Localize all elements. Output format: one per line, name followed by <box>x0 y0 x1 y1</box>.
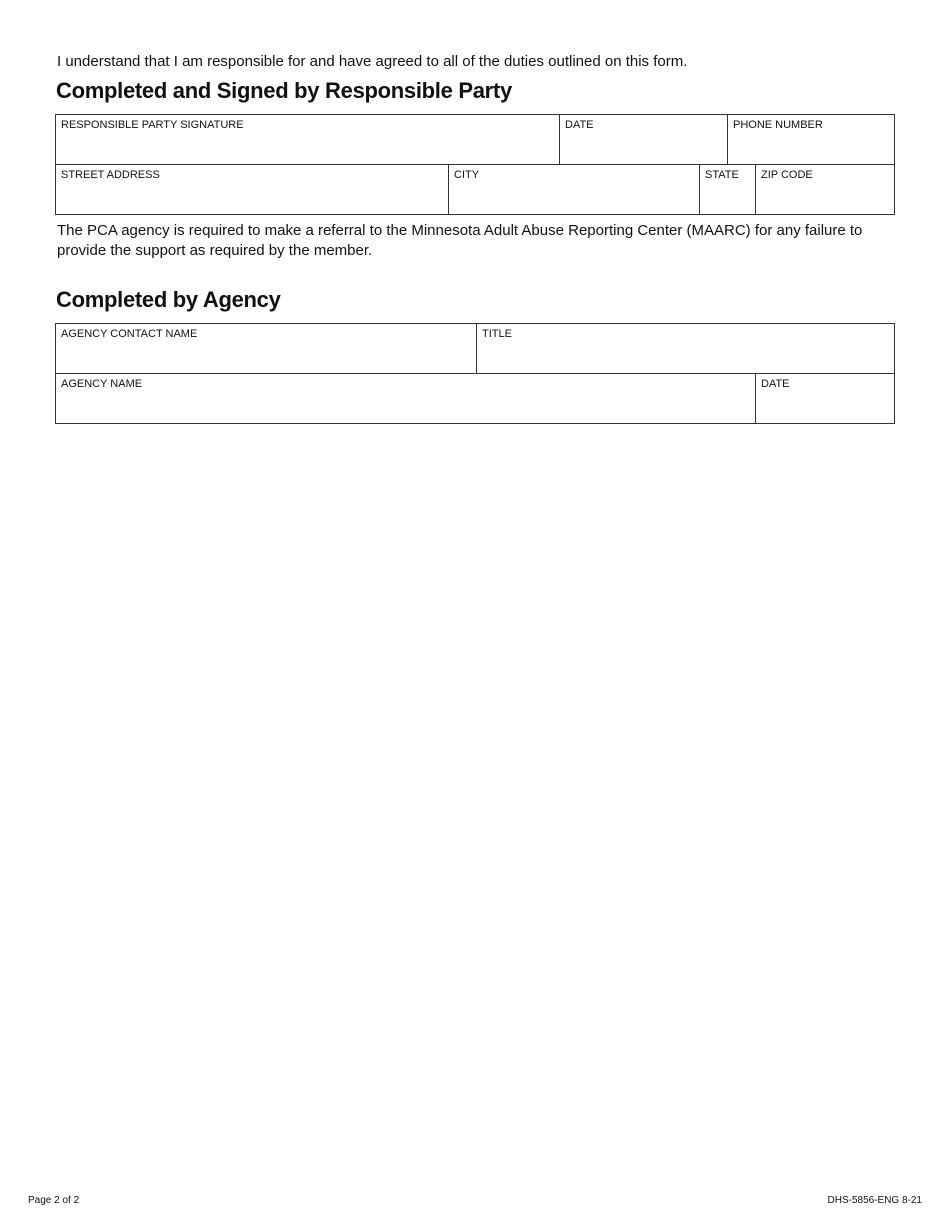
page-number: Page 2 of 2 <box>28 1195 80 1206</box>
responsible-date-field[interactable] <box>559 115 727 164</box>
state-field[interactable] <box>699 165 755 214</box>
street-address-field[interactable] <box>56 165 448 214</box>
agency-contact-name-label: AGENCY CONTACT NAME <box>61 328 198 340</box>
city-label: CITY <box>454 169 480 181</box>
agency-contact-name-field[interactable] <box>56 324 476 373</box>
signature-input[interactable] <box>61 137 554 161</box>
agency-name-field[interactable] <box>56 374 755 423</box>
title-label: TITLE <box>482 328 512 340</box>
title-field[interactable] <box>476 324 894 373</box>
zip-code-input[interactable] <box>761 187 889 211</box>
city-field[interactable] <box>448 165 699 214</box>
responsible-party-heading: Completed and Signed by Responsible Party <box>56 78 512 103</box>
responsible-date-label: DATE <box>565 119 594 131</box>
signature-field[interactable] <box>56 115 559 164</box>
responsible-row-1 <box>56 115 894 164</box>
city-input[interactable] <box>454 187 694 211</box>
agency-form <box>55 323 895 424</box>
agency-date-label: DATE <box>761 378 790 390</box>
agency-date-field[interactable] <box>755 374 894 423</box>
zip-code-field[interactable] <box>755 165 894 214</box>
state-input[interactable] <box>705 187 750 211</box>
agency-row-1 <box>56 324 894 373</box>
phone-field[interactable] <box>727 115 894 164</box>
zip-code-label: ZIP CODE <box>761 169 813 181</box>
street-address-label: STREET ADDRESS <box>61 169 160 181</box>
intro-statement: I understand that I am responsible for and have agreed to all of the duties outlined on this form. <box>57 53 688 70</box>
responsible-party-form <box>55 114 895 215</box>
responsible-row-2 <box>56 164 894 214</box>
agency-contact-name-input[interactable] <box>61 346 471 370</box>
phone-label: PHONE NUMBER <box>733 119 823 131</box>
title-input[interactable] <box>482 346 889 370</box>
agency-date-input[interactable] <box>761 396 889 420</box>
state-label: STATE <box>705 169 739 181</box>
agency-row-2 <box>56 373 894 423</box>
street-address-input[interactable] <box>61 187 443 211</box>
agency-name-label: AGENCY NAME <box>61 378 143 390</box>
agency-heading: Completed by Agency <box>56 287 281 312</box>
phone-input[interactable] <box>733 137 889 161</box>
form-id: DHS-5856-ENG 8-21 <box>827 1195 922 1206</box>
agency-name-input[interactable] <box>61 396 750 420</box>
maarc-notice: The PCA agency is required to make a referral to the Minnesota Adult Abuse Reporting Center (MAARC) for any failure to provide the support as required by the member. <box>57 222 863 259</box>
signature-label: RESPONSIBLE PARTY SIGNATURE <box>61 119 244 131</box>
responsible-date-input[interactable] <box>565 137 722 161</box>
